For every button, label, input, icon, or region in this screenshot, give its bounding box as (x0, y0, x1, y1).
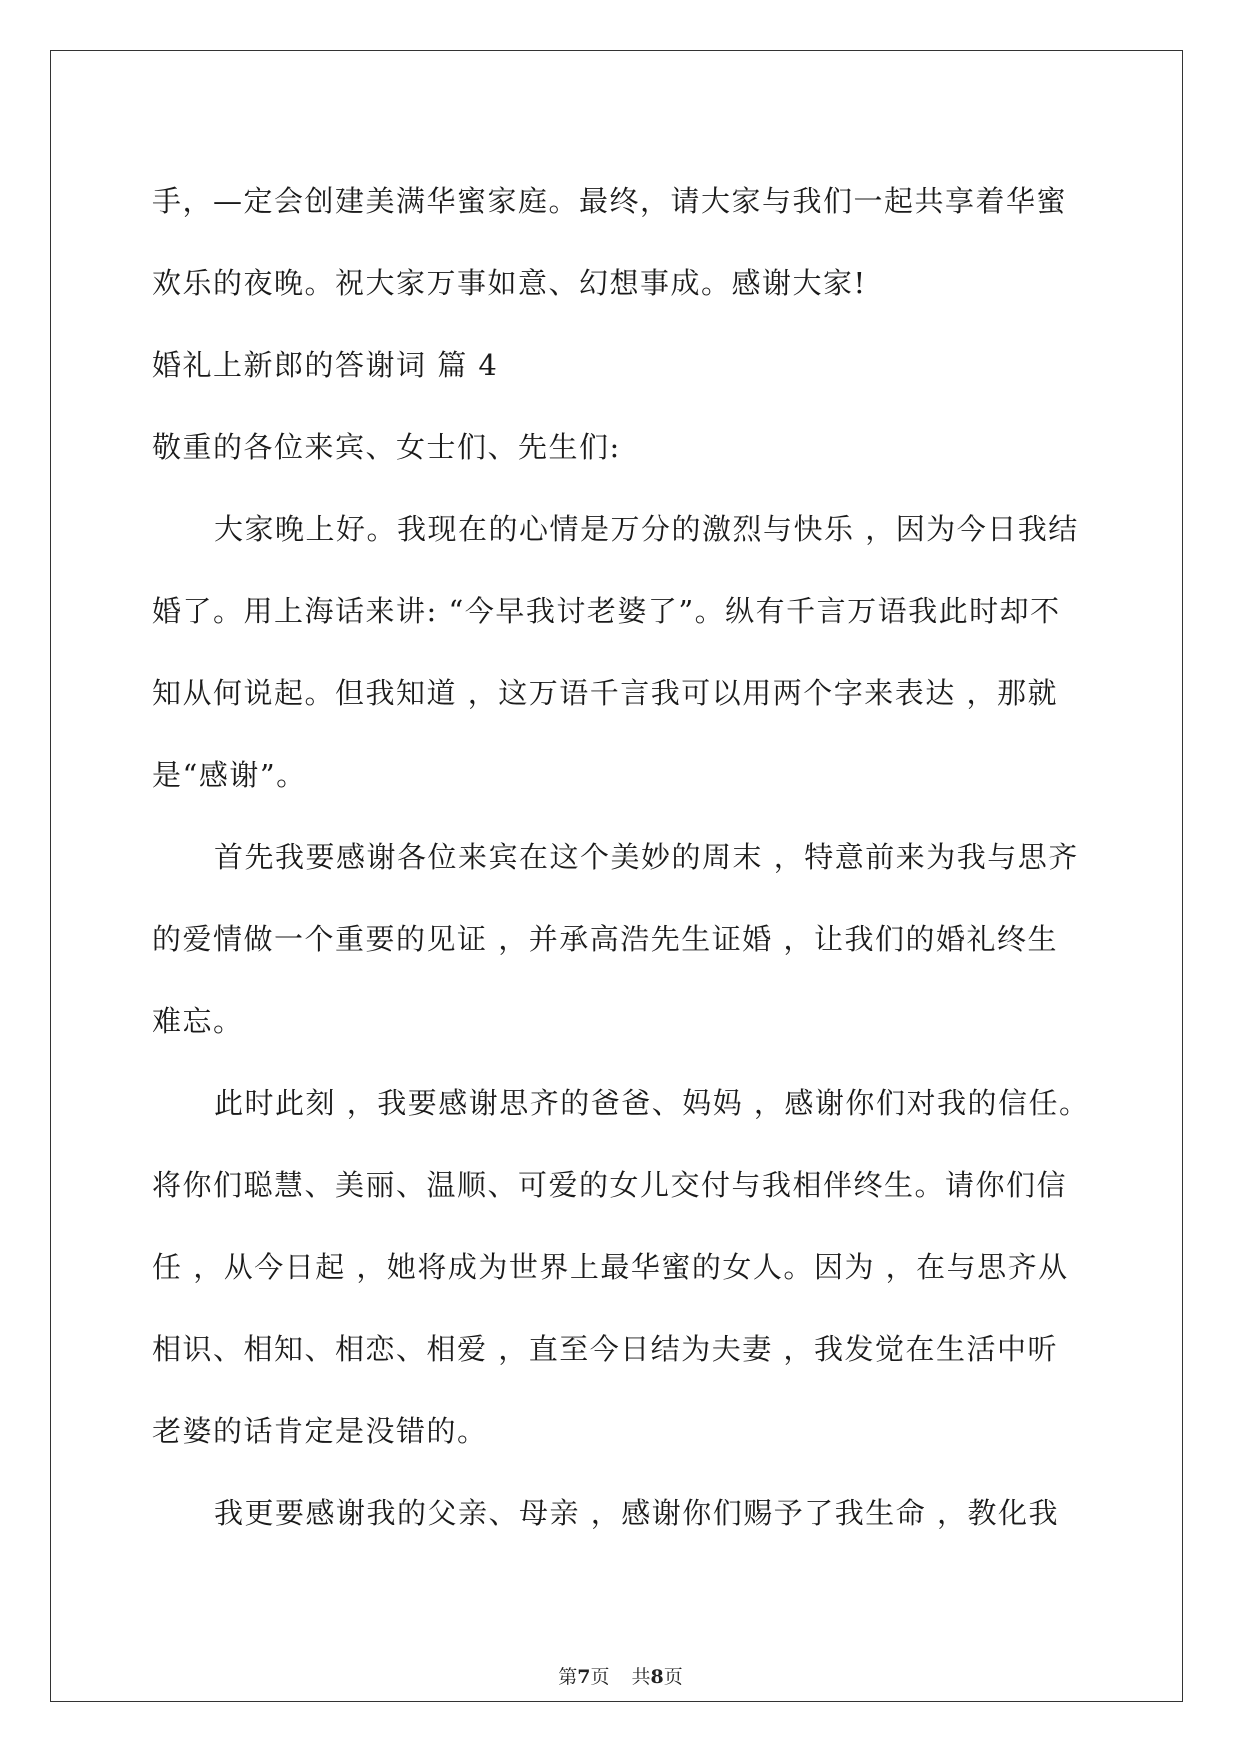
text-line-1: 手，—定会创建美满华蜜家庭。最终，请大家与我们一起共享着华蜜 (152, 184, 1068, 218)
paragraph-2-line-2: 的爱情做一个重要的见证 ，并承高浩先生证婚 ，让我们的婚礼终生 (152, 922, 1058, 956)
paragraph-3-line-3: 任 ，从今日起 ，她将成为世界上最华蜜的女人。因为 ，在与思齐从 (152, 1250, 1069, 1284)
paragraph-1-line-3: 知从何说起。但我知道 ，这万语千言我可以用两个字来表达 ，那就 (152, 676, 1058, 710)
paragraph-1-line-2: 婚了。用上海话来讲: “今早我讨老婆了”。纵有千言万语我此时却不 (152, 594, 1061, 628)
paragraph-3-line-4: 相识、相知、相恋、相爱 ，直至今日结为夫妻 ，我发觉在生活中听 (152, 1332, 1058, 1366)
paragraph-3-line-1: 此时此刻 ，我要感谢思齐的爸爸、妈妈 ，感谢你们对我的信任。 (214, 1086, 1090, 1120)
text-line-2: 欢乐的夜晚。祝大家万事如意、幻想事成。感谢大家! (152, 266, 867, 300)
paragraph-2-line-3: 难忘。 (152, 1004, 244, 1038)
total-unit: 页 (663, 1666, 683, 1688)
page-unit: 页 (590, 1666, 610, 1688)
paragraph-1-line-4: 是“感谢”。 (152, 758, 307, 792)
page-total-number: 8 (650, 1666, 664, 1688)
paragraph-2-line-1: 首先我要感谢各位来宾在这个美妙的周末 ，特意前来为我与思齐 (214, 840, 1079, 874)
paragraph-4-line-1: 我更要感谢我的父亲、母亲 ，感谢你们赐予了我生命 ，教化我 (214, 1496, 1059, 1530)
page-footer (0, 1662, 1241, 1689)
salutation: 敬重的各位来宾、女士们、先生们: (152, 430, 621, 464)
paragraph-3-line-2: 将你们聪慧、美丽、温顺、可爱的女儿交付与我相伴终生。请你们信 (152, 1168, 1068, 1202)
document-body (152, 160, 1092, 1554)
paragraph-3-line-5: 老婆的话肯定是没错的。 (152, 1414, 488, 1448)
section-heading: 婚礼上新郎的答谢词 篇 4 (152, 348, 499, 382)
total-prefix: 共 (631, 1666, 651, 1688)
paragraph-1-line-1: 大家晚上好。我现在的心情是万分的激烈与快乐 ，因为今日我结 (214, 512, 1079, 546)
page-current-number: 7 (577, 1666, 591, 1688)
page-prefix: 第 (558, 1666, 578, 1688)
